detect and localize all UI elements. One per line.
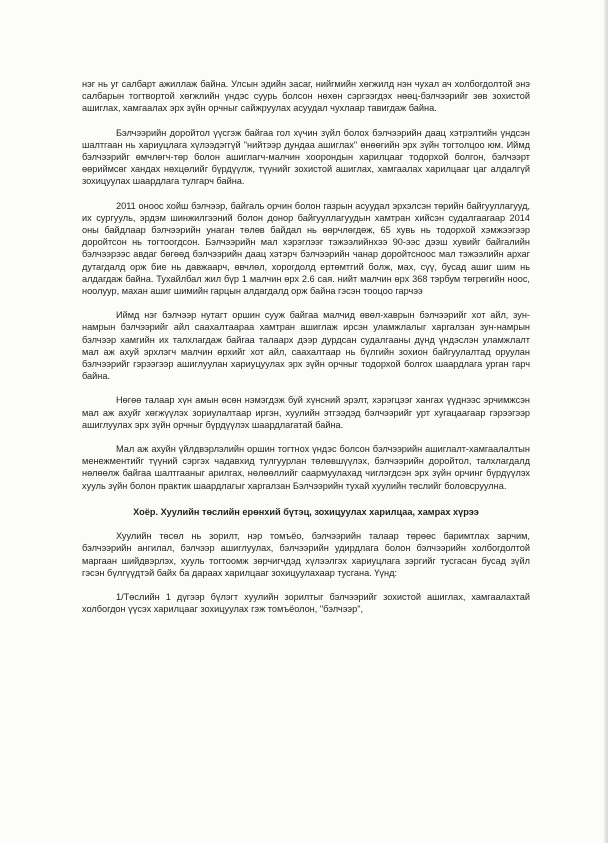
document-body: [82, 78, 530, 627]
paragraph: Бэлчээрийн доройтол үүсгэж байгаа гол хүчин зүйл болох бэлчээрийн даац хэтрэлтийн үндсэн шалтгаан нь хариуцлага хүлээдэггүй "нийтээр дундаа ашиглах" өнөөгийн эрх зүйн тогтолцоо юм. Иймд бэлчээрийг өмчлөгч-төр болон ашиглагч-малчин хоорондын харилцааг тодорхой болгон, бэлчээрт өөриймсөг хандах нөхцөлийг бүрдүүлж, түүнийг зохистой ашиглах, хамгаалах харилцааг цаг алдалгүй зохицуулах шаардлага тулгарч байна.: [82, 127, 530, 187]
paragraph: Хуулийн төсөл нь зорилт, нэр томъёо, бэлчээрийн талаар төрөөс баримтлах зарчим, бэлчээрийн ангилал, бэлчээр ашиглуулах, бэлчээрийн удирдлага болон бэлчээрийн холбогдолтой маргаан шийдвэрлэх, хууль тогтоомж зөрчигчдэд хүлээлгэх хариуцлага зэргийг тусгасан бусад зүйл гэсэн бүлгүүдтэй байх ба дараах харилцааг зохицуулахаар тусгана. Үүнд:: [82, 531, 530, 578]
paragraph: 1/Төслийн 1 дүгээр бүлэгт хуулийн зорилтыг бэлчээрийг зохистой ашиглах, хамгаалахтай холбогдон үүсэх харилцааг зохицуулах гэж томъёолон, "бэлчээр",: [82, 591, 530, 615]
paragraph: Нөгөө талаар хүн амын өсөн нэмэгдэж буй хүнсний эрэлт, хэрэгцээг хангах үүднээс эрчимжсэн мал аж ахуйг хөгжүүлэх зориулалтаар иргэн, хуулийн этгээдэд бэлчээрийг урт хугацаагаар гэрээгээр ашиглуулах эрх зүйн орчныг бүрдүүлэх шаардлагатай байна.: [82, 395, 530, 430]
scan-edge: [604, 0, 608, 843]
paragraph: 2011 оноос хойш бэлчээр, байгаль орчин болон газрын асуудал эрхэлсэн төрийн байгууллагууд, их сургууль, эрдэм шинжилгээний болон донор байгууллагуудын хамтран хийсэн судалгаагаар 2014 оны байдлаар бэлчээрийн унаган төлөв байдал нь өөрчлөгдөж, 65 хувь нь тодорхой хэмжээгээр доройтсон нь тогтоогдсон. Бэлчээрийн мал хэрэглээг тэжээлийнхээ 90-ээс дээш хувийг байгалийн бэлчээрээс авдаг бөгөөд бэлчээрийн даац хэтэрч бэлчээрийн чанар доройтсноос мал тэжээлийн архаг дутагдалд орж бие нь давжаарч, өвчлөл, хорогдолд ертөмтгий болж, мах, сүү, бусад ашиг шим нь алдагдаж байна. Тухайлбал жил бүр 1 малчин өрх 2.6 сая. нийт малчин өрх 368 тэрбум төгрөгийн ноос, ноолуур, махан ашиг шимийн гарцын алдагдалд орж байна гэсэн тооцоо гарчээ: [82, 200, 530, 297]
section-heading: Хоёр. Хуулийн төслийн ерөнхий бүтэц, зохицуулах харилцаа, хамрах хүрээ: [133, 506, 479, 517]
paragraph: нэг нь уг салбарт ажиллаж байна. Улсын эдийн засаг, нийгмийн хөгжилд нэн чухал ач холбогдолтой энэ салбарын тогтвортой хөгжлийн үндэс суурь болсон нөхөн сэргээгдэх нөөц-бэлчээрийг зөв зохистой ашиглах, хамгаалах эрх зүйн орчныг сайжруулах асуудал чухлаар тавигдаж байна.: [82, 79, 530, 114]
paragraph: Иймд нэг бэлчээр нутагт оршин сууж байгаа малчид өвөл-хаврын бэлчээрийг хот айл, зун-намрын бэлчээрийг айл саахалтаараа хамтран ашиглаж ирсэн уламжлалыг харгалзан зун-намрын бэлчээр хамгийн их талхлагдаж байгаа талаарх дээр дурдсан судалгааны дүнд үндэслэн уламжлалт мал аж ахуй эрхлэгч малчин өрхийг хот айл, саахалтаар нь бүлгийн зохион байгуулалтад оруулан бэлчээрийг гэрээгээр ашиглуулан хариуцуулах эрх зүйн орчныг тодорхой болгох шаардлага урган гарч байна.: [82, 310, 530, 382]
paragraph: Мал аж ахуйн үйлдвэрлэлийн оршин тогтнох үндэс болсон бэлчээрийн ашиглалт-хамгаалалтын менежментийг түүний сэргэх чадавхид тулгуурлан төлөвшүүлэх, бэлчээрийн доройтол, талхлагдалд нөлөөлж байгаа шалтгааныг арилгах, нөлөөллийг саармуулахад чиглэгдсэн эрх зүйн орчинг бүрдүүлэх хууль зүйн болон практик шаардлагыг харгалзан Бэлчээрийн тухай хуулийн төслийг боловсруулна.: [82, 444, 530, 491]
